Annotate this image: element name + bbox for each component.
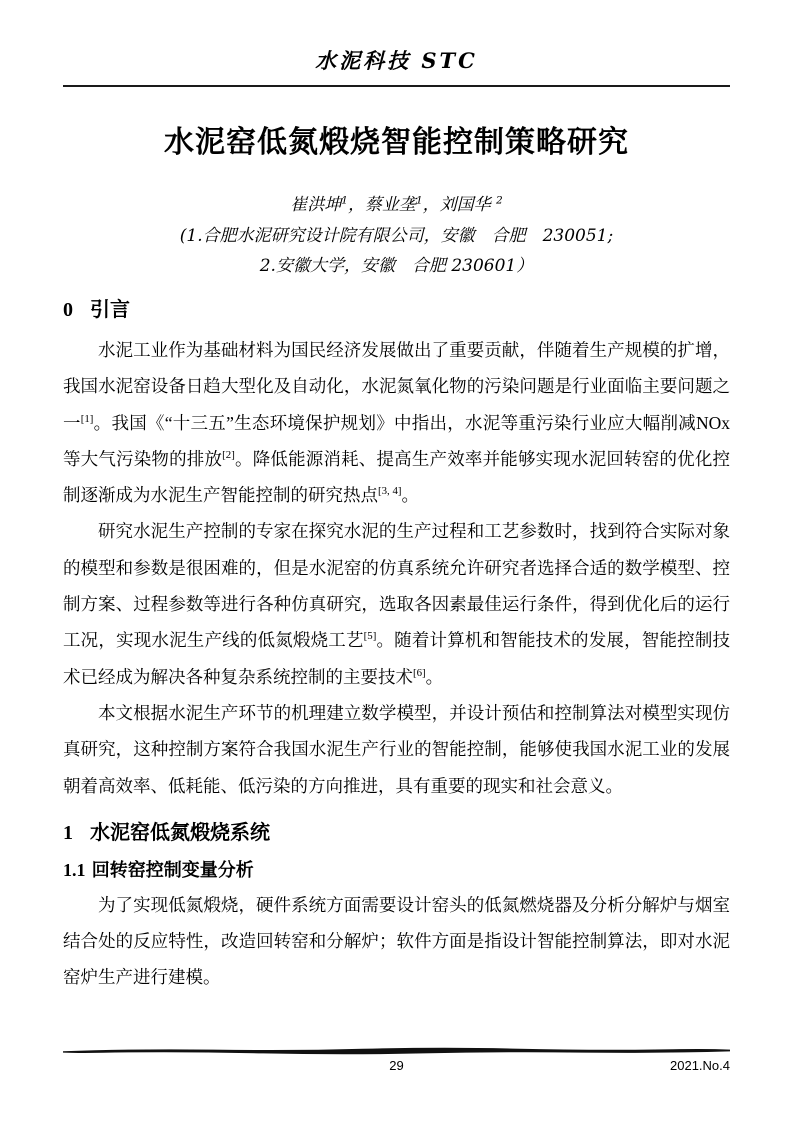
section-heading: [63, 818, 730, 849]
text-run: 。我国《“十三五”生态环境保护规划》中指出，水泥等重污染行业应大幅削减NOx 等大气污染物的排放: [63, 412, 730, 469]
superscript-ref: 2: [496, 194, 503, 207]
section-heading: [63, 295, 730, 326]
article-body: [63, 295, 730, 996]
superscript-ref: 1: [341, 194, 348, 207]
superscript-ref: [5]: [363, 630, 377, 643]
superscript-ref: 1: [415, 194, 423, 207]
article-title: 水泥窑低氮煅烧智能控制策略研究: [164, 126, 629, 159]
header-rule: [63, 85, 730, 87]
text-run: 为了实现低氮煅烧，硬件系统方面需要设计窑头的低氮燃烧器及分析分解炉与烟室结合处的反应特性，改造回转窑和分解炉；软件方面是指设计智能控制算法，即对水泥窑炉生产进行建模。: [63, 894, 730, 988]
text-run: 水泥工业作为基础材料为国民经济发展做出了重要贡献，伴随着生产规模的扩增，我国水泥窑设备日趋大型化及自动化，水泥氮氧化物的污染问题是行业面临主要问题之一: [63, 340, 730, 433]
text-run: 。随着计算机和智能技术的发展，智能控制技术已经成为解决各种复杂系统控制的主要技术: [63, 630, 731, 687]
footer-rule-decoration: [63, 1046, 730, 1056]
heading-text: 水泥窑低氮煅烧系统: [90, 821, 270, 844]
text-run: 。: [401, 485, 419, 506]
subsection-heading: [63, 855, 730, 885]
heading-number: 1.1: [63, 859, 86, 880]
journal-header-title: 水泥科技 STC: [315, 48, 478, 73]
text-run: ，刘国华: [422, 195, 497, 215]
superscript-ref: [3, 4]: [378, 485, 402, 498]
author-line: [63, 189, 730, 221]
heading-number: 1: [63, 821, 73, 844]
paragraph: [63, 695, 730, 804]
paragraph: [63, 887, 730, 996]
heading-text: 回转窑控制变量分析: [91, 859, 254, 880]
page-number: 29: [389, 1058, 404, 1073]
heading-text: 引言: [90, 299, 130, 321]
heading-number: 0: [63, 299, 73, 321]
text-run: 研究水泥生产控制的专家在探究水泥的生产过程和工艺参数时，找到符合实际对象的模型和参数是很困难的，但是水泥窑的仿真系统允许研究者选择合适的数学模型、控制方案、过程参数等进行各种仿真研究，选取各因素最佳运行条件，得到优化后的运行工况，实现水泥生产线的低氮煅烧工艺: [63, 521, 730, 651]
superscript-ref: [2]: [222, 449, 235, 462]
paragraph: [63, 332, 730, 513]
paragraph: [63, 513, 730, 694]
text-run: ，蔡业垄: [347, 195, 416, 215]
superscript-ref: [6]: [413, 666, 426, 679]
text-run: 本文根据水泥生产环节的机理建立数学模型，并设计预估和控制算法对模型实现仿真研究，这种控制方案符合我国水泥生产行业的智能控制，能够使我国水泥工业的发展朝着高效率、低耗能、低污染的方向推进，具有重要的现实和社会意义。: [63, 702, 730, 796]
affiliation-line: 2.安徽大学，安徽 合肥 230601）: [259, 256, 534, 276]
text-run: 。: [425, 666, 444, 687]
affiliations: [63, 221, 730, 281]
affiliation-line: (1.合肥水泥研究设计院有限公司，安徽 合肥 230051;: [179, 226, 614, 246]
footer: [63, 1057, 730, 1075]
superscript-ref: [1]: [80, 412, 94, 425]
text-run: 。降低能源消耗、提高生产效率并能够实现水泥回转窑的优化控制逐渐成为水泥生产智能控制的研究热点: [63, 448, 731, 506]
issue-label: 2021.No.4: [670, 1058, 730, 1073]
text-run: 崔洪坤: [290, 195, 342, 215]
